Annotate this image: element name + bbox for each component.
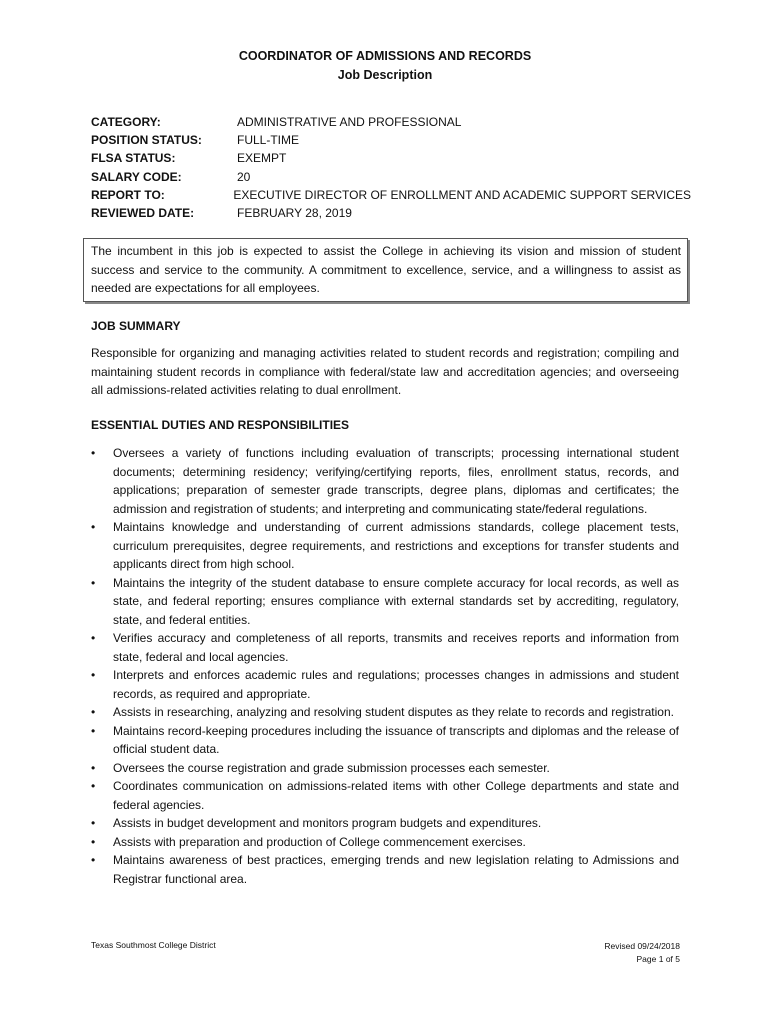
duty-text: Verifies accuracy and completeness of all reports, transmits and receives reports and information from state, federal and local agencies.	[113, 631, 679, 664]
bullet-icon: •	[91, 575, 96, 590]
job-summary-text: Responsible for organizing and managing activities related to student records and registration; compiling and maintaining student records in compliance with federal/state law and accreditation agencies; and overseeing all admissions-related activities relating to dual enrollment.	[91, 346, 679, 397]
bullet-icon: •	[91, 631, 96, 645]
footer-revised-date: Revised 09/24/2018	[604, 941, 680, 951]
bullet-icon: •	[91, 446, 96, 460]
meta-label: REVIEWED DATE:	[91, 205, 195, 220]
duty-text: Maintains record-keeping procedures including the issuance of transcripts and diplomas and the release of official student data.	[113, 723, 679, 756]
job-summary-heading: JOB SUMMARY	[91, 319, 181, 333]
bullet-icon: •	[91, 723, 96, 738]
list-item	[91, 629, 679, 666]
bullet-icon: •	[91, 668, 96, 682]
duty-text: Assists with preparation and production of College commencement exercises.	[113, 834, 526, 849]
meta-value: 20	[237, 169, 251, 184]
meta-row-reviewed-date	[91, 204, 691, 222]
document-title: COORDINATOR OF ADMISSIONS AND RECORDS	[238, 49, 532, 63]
list-item	[91, 574, 679, 630]
footer-page-number: Page 1 of 5	[636, 954, 680, 964]
bullet-icon: •	[91, 520, 96, 534]
bullet-icon: •	[91, 834, 96, 849]
meta-value: EXECUTIVE DIRECTOR OF ENROLLMENT AND ACADEMIC SUPPORT SERVICES	[233, 187, 691, 202]
duty-text: Oversees the course registration and grade submission processes each semester.	[113, 760, 550, 775]
bullet-icon: •	[91, 816, 96, 830]
list-item	[91, 777, 679, 814]
meta-row-position-status	[91, 131, 691, 149]
list-item	[91, 722, 679, 759]
list-item	[91, 759, 679, 778]
duty-text: Interprets and enforces academic rules and regulations; processes changes in admissions and student records, as required and appropriate.	[113, 668, 679, 701]
list-item	[91, 851, 679, 888]
list-item	[91, 833, 679, 852]
meta-value: ADMINISTRATIVE AND PROFESSIONAL	[237, 115, 462, 129]
list-item	[91, 814, 679, 833]
list-item	[91, 666, 679, 703]
bullet-icon: •	[91, 760, 96, 775]
meta-label: POSITION STATUS:	[91, 133, 202, 148]
meta-row-flsa-status	[91, 149, 691, 167]
meta-row-salary-code	[91, 168, 691, 186]
duties-list	[91, 444, 679, 888]
duty-text: Maintains knowledge and understanding of current admissions standards, college placement tests, curriculum prerequisites, degree requirements, and restrictions and exceptions for transfer students and applicants direct from high school.	[113, 520, 679, 571]
duty-text: Coordinates communication on admissions-related items with other College departments and state and federal agencies.	[113, 779, 679, 812]
meta-value: FULL-TIME	[237, 133, 300, 148]
bullet-icon: •	[91, 779, 96, 793]
meta-label: CATEGORY:	[91, 115, 161, 129]
bullet-icon: •	[91, 705, 96, 719]
meta-label: SALARY CODE:	[91, 169, 182, 184]
expectations-notice-box: The incumbent in this job is expected to assist the College in achieving its vision and mission of student success and service to the community. A commitment to excellence, service, and a willingness to assist as needed are expectations for all employees.	[83, 238, 688, 302]
duty-text: Assists in researching, analyzing and resolving student disputes as they relate to records and registration.	[113, 705, 674, 719]
meta-value: EXEMPT	[237, 151, 287, 166]
duties-heading: ESSENTIAL DUTIES AND RESPONSIBILITIES	[91, 418, 350, 432]
meta-row-category	[91, 113, 691, 131]
list-item	[91, 703, 679, 722]
meta-label: REPORT TO:	[91, 187, 165, 202]
meta-label: FLSA STATUS:	[91, 151, 176, 166]
list-item	[91, 444, 679, 518]
duty-text: Oversees a variety of functions including evaluation of transcripts; processing international student documents; determining residency; verifying/certifying reports, files, enrollment status, records, and applications; preparation of semester grade transcripts, degree plans, diplomas and certificates; the admission and registration of students; and interpreting and communicating state/federal regulations.	[113, 446, 679, 516]
list-item	[91, 518, 679, 574]
meta-table	[91, 113, 691, 222]
duty-text: Maintains awareness of best practices, emerging trends and new legislation relating to Admissions and Registrar functional area.	[113, 853, 679, 886]
bullet-icon: •	[91, 853, 96, 867]
footer-revision	[500, 940, 680, 966]
duty-text: Assists in budget development and monitors program budgets and expenditures.	[113, 816, 542, 830]
meta-value: FEBRUARY 28, 2019	[237, 205, 352, 220]
document-subtitle: Job Description	[337, 68, 433, 82]
meta-row-report-to	[91, 186, 691, 204]
footer-organization: Texas Southmost College District	[91, 940, 216, 950]
duty-text: Maintains the integrity of the student database to ensure complete accuracy for local records, as well as state, and federal reporting; ensures compliance with external standards set by accrediting, regulatory, state, and federal entities.	[113, 575, 679, 627]
